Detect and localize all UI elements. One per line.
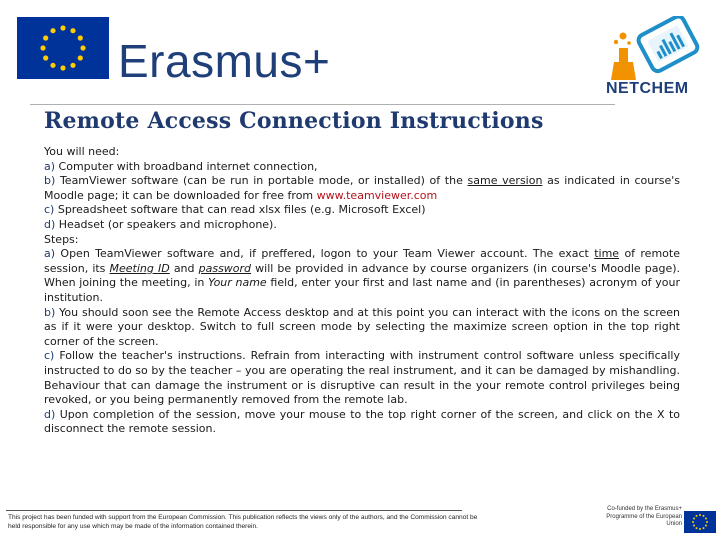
step-text: will be provided in advance by course organizers (in course's Moodle page). When joining the meeting, in bbox=[44, 261, 681, 290]
page-title: Remote Access Connection Instructions bbox=[44, 108, 544, 134]
item-tag: a) bbox=[44, 159, 56, 173]
netchem-logo-text: NETCHEM bbox=[606, 80, 689, 97]
erasmus-plus-logo-text: Erasmus+ bbox=[118, 35, 331, 87]
step-text: and bbox=[173, 261, 195, 275]
requirement-a bbox=[44, 160, 680, 175]
step-d bbox=[44, 408, 680, 437]
requirement-text: Headset (or speakers and microphone). bbox=[58, 217, 277, 231]
instructions-body bbox=[44, 145, 680, 437]
eu-flag-small-logo bbox=[684, 511, 716, 533]
requirements-heading: You will need: bbox=[44, 145, 120, 158]
requirement-d bbox=[44, 218, 680, 233]
same-version-emphasis: same version bbox=[467, 174, 543, 188]
requirement-text: Computer with broadband internet connection, bbox=[58, 159, 318, 173]
step-a bbox=[44, 247, 680, 305]
requirement-c bbox=[44, 203, 680, 218]
password-emphasis: password bbox=[198, 261, 252, 275]
step-text: of remote session, its bbox=[44, 247, 680, 275]
teamviewer-link[interactable]: www.teamviewer.com bbox=[316, 188, 438, 202]
item-tag: b) bbox=[44, 305, 56, 319]
steps-heading: Steps: bbox=[44, 232, 79, 246]
step-text: Follow the teacher's instructions. Refrain from interacting with instrument control software unless specifically instructed to do so by the teacher – you are operating the real instrument, and it can be damaged by mishandling. Behaviour that can damage the instrument or is disruptive can result in the your remote control privileges being revoked, or you being permanently removed from the remote lab. bbox=[44, 349, 680, 407]
item-tag: c) bbox=[44, 203, 55, 217]
item-tag: a) bbox=[44, 247, 56, 261]
step-c bbox=[44, 349, 680, 407]
eu-flag-logo bbox=[17, 17, 109, 79]
item-tag: d) bbox=[44, 217, 56, 231]
item-tag: c) bbox=[44, 349, 55, 363]
step-text: field, enter your first and last name and (in parentheses) acronym of your institution. bbox=[44, 276, 680, 304]
meeting-id-emphasis: Meeting ID bbox=[109, 261, 170, 275]
requirement-b bbox=[44, 174, 680, 203]
your-name-emphasis: Your name bbox=[208, 276, 267, 290]
step-text: Upon completion of the session, move your mouse to the top right corner of the screen, and click on the X to disconnect the remote session. bbox=[44, 407, 681, 436]
time-emphasis: time bbox=[594, 247, 620, 261]
cofunded-label: Co-funded by the Erasmus+ Programme of the European Union bbox=[606, 506, 682, 527]
step-text: You should soon see the Remote Access desktop and at this point you can interact with the icons on the screen as if it were your desktop. Switch to full screen mode by selecting the maximize screen option in the top right corner of the screen. bbox=[44, 305, 680, 348]
funding-disclaimer: This project has been funded with support from the European Commission. This publication reflects the views only of the authors, and the Commission cannot be held responsible for any use which may be made of the information contained therein. bbox=[8, 514, 478, 530]
step-b bbox=[44, 306, 680, 350]
title-divider bbox=[30, 104, 615, 105]
requirement-text: Spreadsheet software that can read xlsx files (e.g. Microsoft Excel) bbox=[57, 203, 426, 217]
requirement-text: as indicated in course's Moodle page; it can be downloaded for free from bbox=[44, 174, 681, 202]
footer-divider bbox=[6, 510, 462, 511]
step-text: Open TeamViewer software and, if preffered, logon to your Team Viewer account. The exact bbox=[60, 247, 589, 261]
item-tag: d) bbox=[44, 407, 56, 421]
item-tag: b) bbox=[44, 174, 56, 188]
requirement-text: TeamViewer software (can be run in portable mode, or installed) of the bbox=[59, 174, 463, 188]
